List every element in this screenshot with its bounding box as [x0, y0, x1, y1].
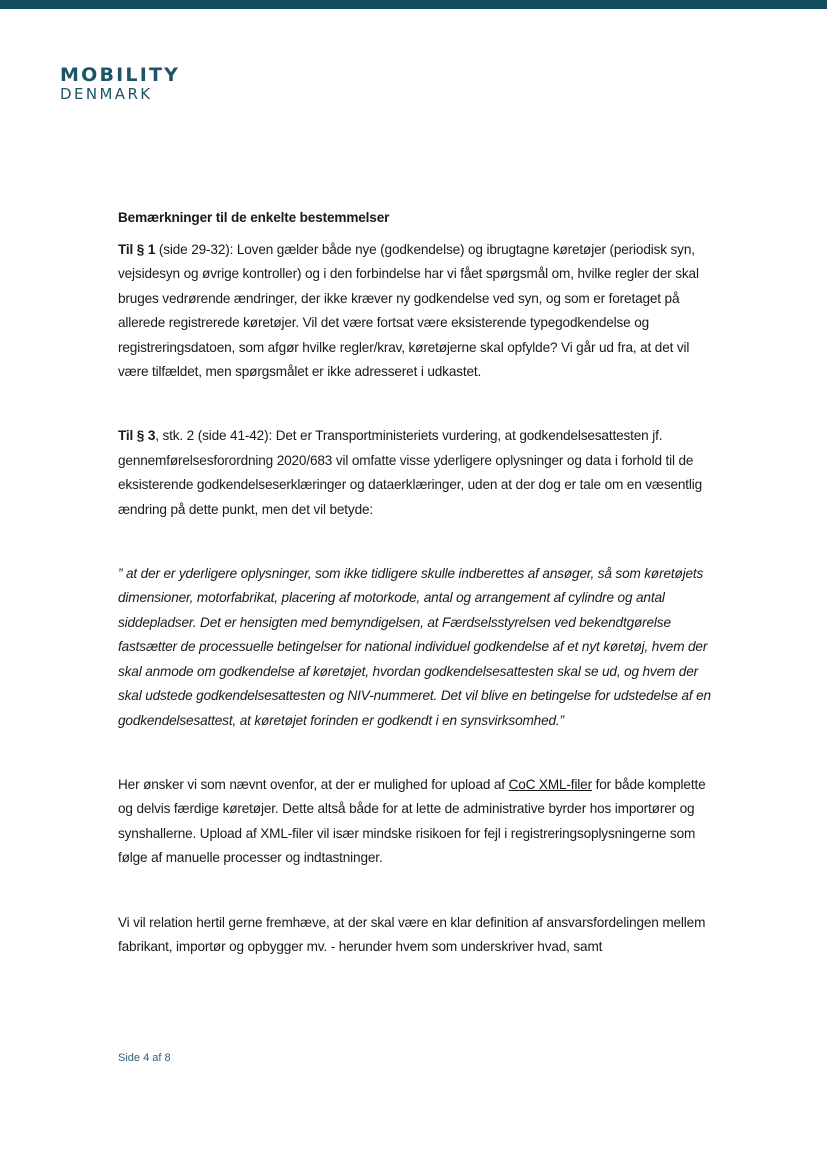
top-accent-bar	[0, 0, 827, 9]
paragraph-text: for både komplette og delvis færdige køretøjer. Dette altså både for at lette de administrative byrder hos importører og synshallerne. Upload af XML-filer vil især mindske risikoen for fejl i registreringsoplysningerne som følge af manuelle processer og indtastninger.	[118, 776, 706, 866]
paragraph-coc-upload	[118, 773, 712, 871]
quoted-passage: ” at der er yderligere oplysninger, som ikke tidligere skulle indberettes af ansøger, så som køretøjets dimensioner, motorfabrikat, placering af motorkode, antal og arrangement af cylindre og antal siddepladser. Det er hensigten med bemyndigelsen, at Færdselsstyrelsen ved bekendtgørelse fastsætter de processuelle betingelser for national individuel godkendelse af et nyt køretøj, hvem der skal anmode om godkendelse af køretøjet, hvordan godkendelsesattesten skal se ud, og hvem der skal udstede godkendelsesattesten og NIV-nummeret. Det vil blive en betingelse for udstedelse af en godkendelsesattest, at køretøjet forinden er godkendt i en synsvirksomhed.”	[118, 566, 711, 728]
paragraph-text: , stk. 2 (side 41-42): Det er Transportministeriets vurdering, at godkendelsesattesten jf. gennemførelsesforordning 2020/683 vil omfatte visse yderligere oplysninger og data i forhold til de eksisterende godkendelseserklæringer og dataerklæringer, uden at der dog er tale om en væsentlig ændring på dette punkt, men det vil betyde:	[118, 428, 703, 517]
document-body	[118, 208, 712, 959]
logo-text-denmark: DENMARK	[60, 85, 153, 103]
paragraph-section-3	[118, 424, 712, 522]
section-reference: Til § 3	[118, 428, 156, 444]
mobility-denmark-logo	[60, 66, 180, 102]
section-reference: Til § 1	[118, 242, 156, 257]
paragraph-text: Her ønsker vi som nævnt ovenfor, at der er mulighed for upload af	[118, 776, 509, 792]
coc-xml-link[interactable]: CoC XML-filer	[508, 776, 592, 792]
paragraph-text: (side 29-32): Loven gælder både nye (godkendelse) og ibrugtagne køretøjer (periodisk syn, vejsidesyn og øvrige kontroller) og i den forbindelse har vi fået spørgsmål om, hvilke regler der skal bruges vedrørende ændringer, der ikke kræver ny godkendelse ved syn, og som er foretaget på allerede registrerede køretøjer. Vil det være fortsat være eksisterende typegodkendelse og registreringsdatoen, som afgør hvilke regler/krav, køretøjerne skal opfylde? Vi går ud fra, at det vil være tilfældet, men spørgsmålet er ikke adresseret i udkastet.	[118, 242, 699, 380]
paragraph-section-1	[118, 238, 712, 384]
page-number: Side 4 af 8	[118, 1052, 171, 1064]
logo-text-mobility: MOBILITY	[60, 64, 181, 86]
section-heading: Bemærkninger til de enkelte bestemmelser	[118, 210, 390, 225]
paragraph-responsibility: Vi vil relation hertil gerne fremhæve, at der skal være en klar definition af ansvarsfordelingen mellem fabrikant, importør og opbygger mv. - herunder hvem som underskriver hvad, samt	[118, 914, 706, 954]
